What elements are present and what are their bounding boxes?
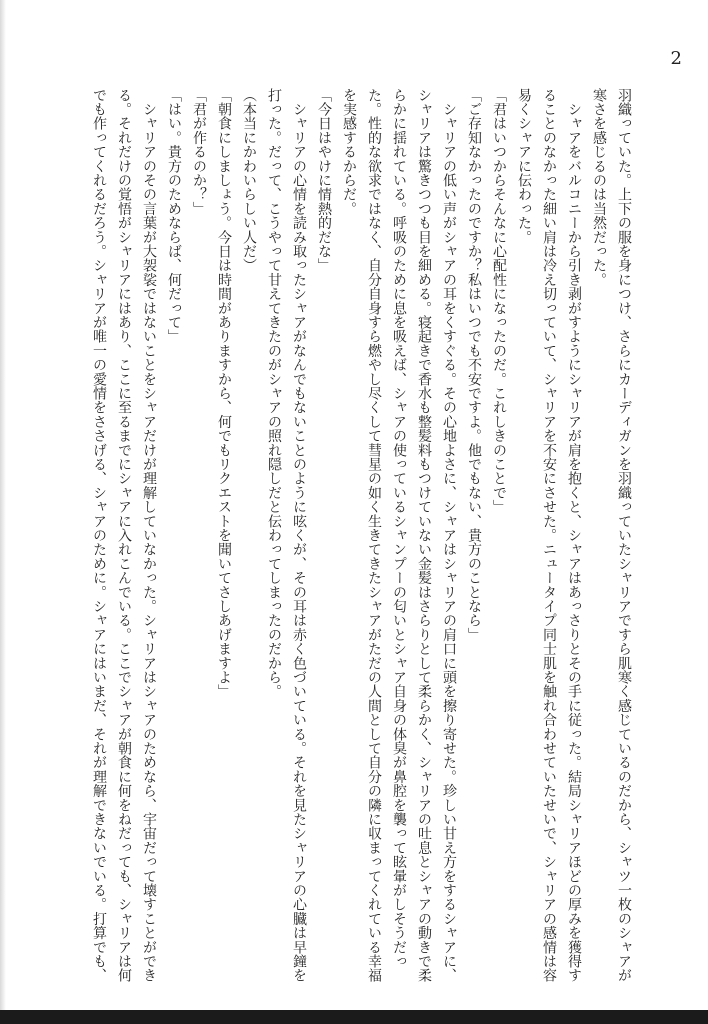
text-line: シャリアのその言葉が大袈裟ではないことをシャアだけが理解していなかった。シャリアはシャアのためなら、宇宙だって壊すことができる。それだけの覚悟がシャリアにはあり、ここに至るまでにシャアに入れこんでいる。ここでシャアが朝食に何をねだっても、シャリアは何でも作ってくれるだろう。シャリアが唯一の愛情をささげる、シャアのために。シャアにはいまだ、それが理解できないでいる。打算でも、 — [91, 88, 157, 983]
page-edge-shadow — [0, 0, 6, 1024]
text-line: 「君が作るのか？」 — [191, 88, 207, 216]
text-line: 「朝食にしましょう。今日は時間がありますから、何でもリクエストを聞いてさしあげますよ」 — [216, 88, 232, 699]
text-line: 「ご存知なかったのですか？私はいつでも不安ですよ。他でもない、貴方のことなら」 — [466, 88, 482, 642]
text-line: 「今日はやけに情熱的だな」 — [316, 88, 332, 273]
text-line: 羽織っていた。上下の服を身につけ、さらにカーディガンを羽織っていたシャリアですら肌寒く感じているのだから、シャツ一枚のシャアが寒さを感じるのは当然だった。 — [591, 88, 632, 983]
text-line: シャアをバルコニーから引き剥がすようにシャリアが肩を抱くと、シャアはあっさりとその手に従った。結局シャリアほどの厚みを獲得することのなかった細い肩は冷え切っていて、シャリアを不安にさせた。ニュータイプ同士肌を触れ合わせていたせいで、シャリアの感情は容易くシャアに伝わった。 — [516, 88, 582, 983]
text-line: 「はい。貴方のためならば、何だって」 — [166, 88, 182, 344]
text-line: シャリアの低い声がシャアの耳をくすぐる。その心地よさに、シャアはシャリアの肩口に頭を擦り寄せた。珍しい甘え方をするシャアに、シャリアは驚きつつも目を細める。寝起きで香水も整髪料もつけていない金髪はさらりとして柔らかく、シャリアの吐息とシャアの動きで柔らかに揺れている。呼吸のために息を吸えば、シャアの使っているシャンプーの匂いとシャア自身の体臭が鼻腔を襲って眩暈がしそうだった。性的な欲求ではなく、自分自身すら燃やし尽くして彗星の如く生きてきたシャアがただの人間として自分の隣に収まってくれている幸福を実感するからだ。 — [341, 88, 457, 983]
text-line: シャリアの心情を読み取ったシャアがなんでもないことのように呟くが、その耳は赤く色づいている。それを見たシャリアの心臓は早鐘を打った。だって、こうやって甘えてきたのがシャアの照れ隠しだと伝わってしまったのだから。 — [266, 88, 307, 983]
text-line: 「君はいつからそんなに心配性になったのだ。これしきのことで」 — [491, 88, 507, 514]
text-line: （本当にかわいらしい人だ） — [241, 88, 257, 273]
bottom-bar — [0, 1010, 708, 1024]
page-number: 2 — [670, 48, 682, 69]
vertical-body-text — [76, 88, 636, 988]
